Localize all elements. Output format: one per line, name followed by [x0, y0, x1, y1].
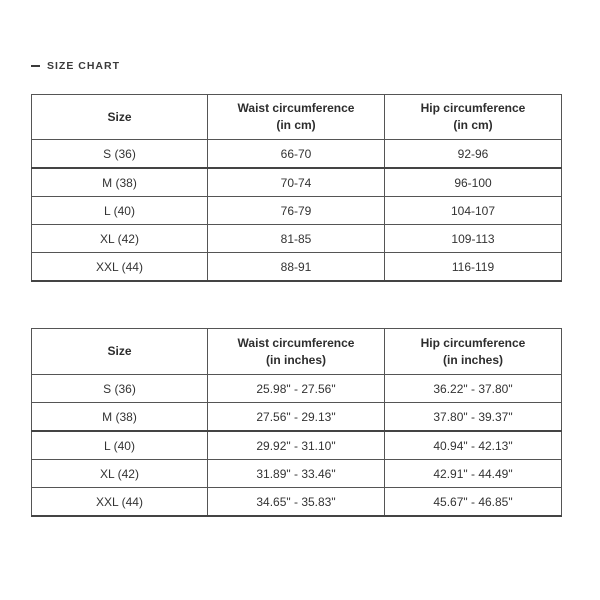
cell-hip: 104-107 — [385, 197, 562, 225]
table-header-row — [32, 95, 562, 140]
header-waist-label: Waist circumference — [237, 101, 355, 115]
cell-hip: 96-100 — [385, 168, 562, 197]
table-row — [32, 460, 562, 488]
cell-size: S (36) — [32, 140, 208, 169]
cell-hip: 40.94" - 42.13" — [385, 431, 562, 460]
cell-size: S (36) — [32, 375, 208, 403]
table-row — [32, 197, 562, 225]
header-hip-inches — [385, 329, 562, 375]
cell-hip: 109-113 — [385, 225, 562, 253]
header-waist-inches — [208, 329, 385, 375]
cell-waist: 81-85 — [208, 225, 385, 253]
header-size — [32, 95, 208, 140]
cell-waist: 34.65" - 35.83" — [208, 488, 385, 517]
cell-hip: 116-119 — [385, 253, 562, 282]
cell-waist: 27.56" - 29.13" — [208, 403, 385, 432]
heading-dash-icon — [31, 65, 40, 67]
cell-hip: 45.67" - 46.85" — [385, 488, 562, 517]
cell-waist: 70-74 — [208, 168, 385, 197]
header-hip-unit: (in inches) — [442, 352, 503, 367]
cell-size: M (38) — [32, 168, 208, 197]
table-row — [32, 431, 562, 460]
table-row — [32, 488, 562, 517]
cell-waist: 25.98" - 27.56" — [208, 375, 385, 403]
size-chart-heading — [31, 59, 120, 73]
table-row — [32, 140, 562, 169]
size-table-cm — [31, 94, 562, 282]
header-hip-label: Hip circumference — [420, 101, 526, 115]
header-size-label: Size — [107, 344, 132, 358]
cell-size: M (38) — [32, 403, 208, 432]
header-hip-label: Hip circumference — [420, 335, 526, 350]
table-row — [32, 168, 562, 197]
table-header-row — [32, 329, 562, 375]
header-hip-cm — [385, 95, 562, 140]
cell-waist: 31.89" - 33.46" — [208, 460, 385, 488]
cell-size: XL (42) — [32, 460, 208, 488]
table-row — [32, 403, 562, 432]
header-waist-unit: (in cm) — [276, 118, 316, 132]
cell-hip: 36.22" - 37.80" — [385, 375, 562, 403]
cell-waist: 29.92" - 31.10" — [208, 431, 385, 460]
table-row — [32, 225, 562, 253]
header-size — [32, 329, 208, 375]
header-waist-label: Waist circumference — [237, 335, 355, 350]
size-chart-title: SIZE CHART — [47, 60, 120, 72]
cell-size: L (40) — [32, 431, 208, 460]
header-hip-unit: (in cm) — [453, 118, 493, 132]
cell-size: XXL (44) — [32, 253, 208, 282]
cell-hip: 92-96 — [385, 140, 562, 169]
size-table-inches — [31, 328, 562, 517]
cell-hip: 42.91" - 44.49" — [385, 460, 562, 488]
table-row — [32, 375, 562, 403]
table-row — [32, 253, 562, 282]
header-size-label: Size — [107, 109, 132, 124]
header-waist-unit: (in inches) — [265, 352, 326, 367]
cell-size: XXL (44) — [32, 488, 208, 517]
cell-size: L (40) — [32, 197, 208, 225]
cell-hip: 37.80" - 39.37" — [385, 403, 562, 432]
cell-size: XL (42) — [32, 225, 208, 253]
cell-waist: 76-79 — [208, 197, 385, 225]
cell-waist: 66-70 — [208, 140, 385, 169]
header-waist-cm — [208, 95, 385, 140]
cell-waist: 88-91 — [208, 253, 385, 282]
